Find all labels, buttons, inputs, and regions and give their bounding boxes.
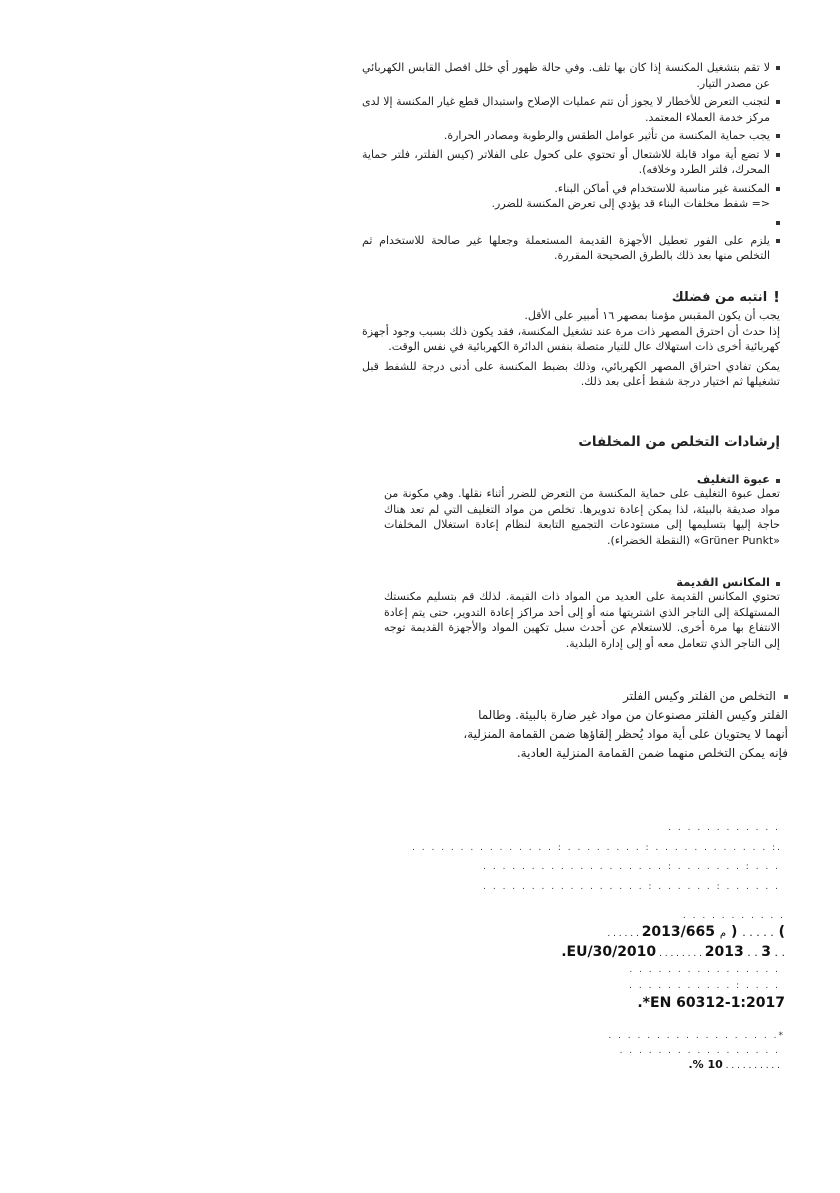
filter-line: الفلتر وكيس الفلتر مصنوعان من مواد غير ضارة بالبيئة. وطالما — [478, 708, 788, 722]
safety-item: يجب حماية المكنسة من تأثير عوامل الطقس والرطوبة ومصادر الحرارة. — [362, 128, 780, 144]
faint-text-line: . . . : . . . . . . . : . . . . . . . . . . . . . . . . . . . — [483, 862, 780, 872]
filter-title: التخلص من الفلتر وكيس الفلتر — [415, 687, 788, 706]
faint-text-line: . . . . . . . . . . . . — [668, 823, 780, 833]
notice-paragraph: يجب أن يكون المقبس مؤمنا بمصهر ١٦ أمبير على الأقل. — [524, 309, 780, 322]
safety-item: لتجنب التعرض للأخطار لا يجوز أن تتم عمليات الإصلاح واستبدال قطع غيار المكنسة إلا لدى مركز خدمة العملاء المعتمد. — [362, 94, 780, 125]
notice-heading — [362, 288, 780, 306]
warning-icon: ! — [773, 288, 780, 306]
packaging-title: عبوة التغليف — [384, 472, 780, 486]
safety-item: يلزم على الفور تعطيل الأجهزة القديمة المستعملة وجعلها غير صالحة للاستخدام ثم التخلص منها بعد ذلك بالطرق الصحيحة المقررة. — [362, 233, 780, 264]
faint-text-line: . . . . . . . . . . . . . . . . — [629, 965, 780, 975]
directive-line: . . 3 . . 2013 . . . . . . . . EU/30/2010. — [561, 944, 785, 960]
safety-item-empty — [362, 215, 780, 230]
regulation-number: 2013/665 — [641, 924, 715, 940]
notice-paragraph: إذا حدث أن احترق المصهر ذات مرة عند تشغيل المكنسة، فقد يكون ذلك بسبب وجود أجهزة كهربائية أخرى ذات استهلاك عال للتيار متصلة بنفس الدائرة الكهربائية في نفس الوقت. — [362, 324, 780, 353]
safety-item: المكنسة غير مناسبة للاستخدام في أماكن البناء. — [362, 181, 780, 197]
year-value: 2013 — [704, 944, 744, 960]
old-devices-block — [384, 575, 780, 651]
faint-text-line: . . . . : . . . . . . . . . . . — [629, 981, 780, 991]
percent-value: 10 — [707, 1058, 723, 1071]
percent-line: . . . . . . . . . . 10 %. — [688, 1058, 780, 1071]
faint-text-line: .: . . . . . . . . . . . . : . . . . . . . . : . . . . . . . . . . . . . . . — [412, 843, 782, 853]
regulation-line: ) . . . . . ( م 2013/665 . . . . . . — [607, 924, 785, 940]
safety-subnote: <= شفط مخلفات البناء قد يؤدي إلى تعرض المكنسة للضرر. — [491, 197, 770, 210]
faint-text-line: . . . . . . . . . . . . . . . . . — [619, 1046, 780, 1056]
standard-number: 1:2017-EN 60312 — [650, 995, 785, 1011]
safety-item: لا تضع أية مواد قابلة للاشتعال أو تحتوي على كحول على الفلاتر (كيس الفلتر، فلتر حماية المحرك، فلتر الطرد وخلافه). — [362, 147, 780, 178]
filter-line: فإنه يمكن التخلص منهما ضمن القمامة المنزلية العادية. — [516, 746, 788, 760]
date-day: 3 — [761, 944, 771, 960]
faint-text-line: . . . . . . : . . . . . . : . . . . . . . . . . . . . . . . . — [483, 882, 780, 892]
packaging-block — [384, 472, 780, 548]
packaging-text: تعمل عبوة التغليف على حماية المكنسة من التعرض للضرر أثناء نقلها. وهي مكونة من مواد صديقة بالبيئة، لذا يمكن إعادة تدويرها. تخلص من مواد التغليف التي لم تعد هناك حاجة إليها بتسليمها إلى مستودعات التجميع التابعة لنظام إعادة استغلال المخلفات «Grüner Punkt» (النقطة الخضراء). — [384, 487, 780, 547]
safety-list — [362, 60, 780, 267]
old-devices-text: تحتوي المكانس القديمة على العديد من المواد ذات القيمة. لذلك قم بتسليم مكنستك المستهلكة إلى التاجر الذي اشتريتها منه أو إلى أحد مراكز إعادة التدوير، حتى يتم إعادة الانتفاع بها مرة أخرى. للاستعلام عن أحدث سبل تكهين المواد والأجهزة القديمة توجه إلى التاجر الذي تتعامل معه أو إلى إدارة البلدية. — [384, 590, 780, 650]
standard-line: 1:2017-EN 60312*. — [637, 995, 785, 1011]
directive-number: EU/30/2010 — [566, 944, 657, 960]
safety-item: لا تقم بتشغيل المكنسة إذا كان بها تلف. وفي حالة ظهور أي خلل افصل القابس الكهربائي عن مصدر التيار. — [362, 60, 780, 91]
old-devices-title: المكانس القديمة — [384, 575, 780, 589]
faint-text-line: . . . . . . . . . . . — [682, 911, 785, 921]
notice-title: انتبه من فضلك — [671, 289, 768, 305]
section-title: إرشادات التخلص من المخلفات — [578, 434, 780, 450]
filter-block — [415, 687, 788, 763]
notice-paragraph: يمكن تفادي احتراق المصهر الكهربائي، وذلك بضبط المكنسة على أدنى درجة للشفط قبل تشغيلها ثم اختيار درجة شفط أعلى بعد ذلك. — [362, 359, 780, 388]
faint-text-line: *. . . . . . . . . . . . . . . . . . — [608, 1031, 785, 1041]
notice-block — [362, 288, 780, 390]
disposal-section — [362, 434, 780, 450]
filter-line: أنهما لا يحتويان على أية مواد يُحظر إلقاؤها ضمن القمامة المنزلية، — [463, 727, 788, 741]
